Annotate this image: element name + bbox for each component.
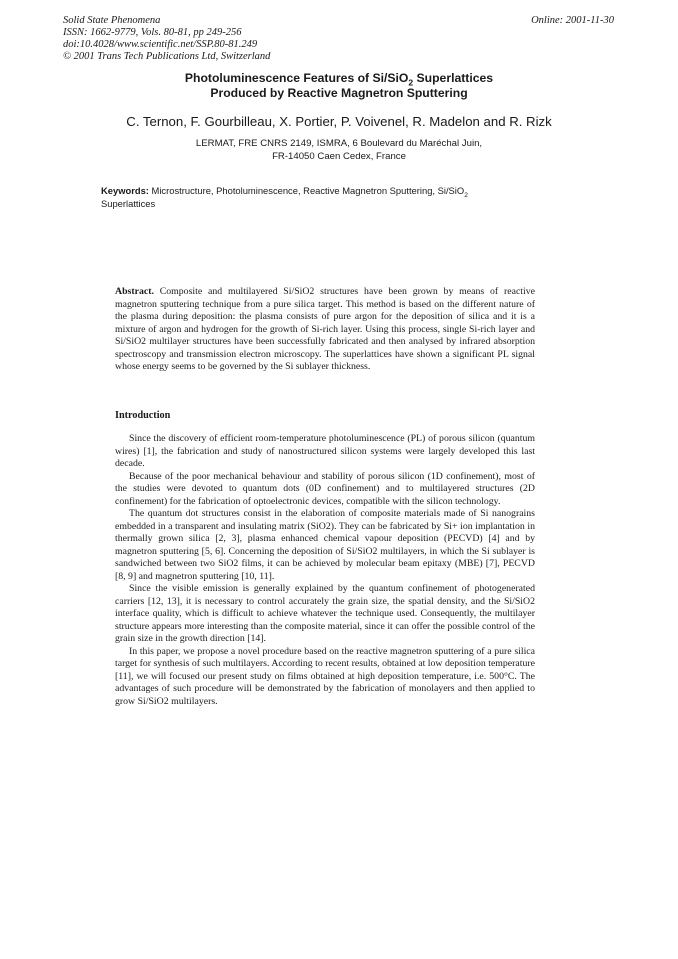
- title-text-end: Superlattices: [413, 71, 494, 85]
- abstract: [115, 286, 535, 374]
- title-line-2: Produced by Reactive Magnetron Sputtering: [210, 86, 468, 100]
- paragraph: Because of the poor mechanical behaviour and stability of porous silicon (1D confinement), most of the studies were devoted to quantum dots (0D confinement) and to multilayered structures (2D confinement) for the fabrication of optoelectronic devices, compatible with the silicon technology.: [115, 470, 535, 507]
- affiliation-line-1: LERMAT, FRE CNRS 2149, ISMRA, 6 Boulevard du Maréchal Juin,: [195, 138, 483, 149]
- keywords-text: Microstructure, Photoluminescence, Reactive Magnetron Sputtering, Si/SiO: [148, 185, 465, 196]
- title-subscript: 2: [408, 77, 414, 88]
- issn-line: ISSN: 1662-9779, Vols. 80-81, pp 249-256: [63, 27, 242, 38]
- affiliation-line-2: FR-14050 Caen Cedex, France: [272, 151, 406, 162]
- abstract-text: Composite and multilayered Si/SiO2 structures have been grown by means of reactive magnetron sputtering technique from a pure silica target. This method is based on the different nature of the plasma during deposition: the plasma consists of pure argon for the deposition of silica and it is a mixture of argon and hydrogen for the growth of Si-rich layer. Using this process, single Si-rich layer and Si/SiO2 multilayer structures have been successfully fabricated and then analysed by infrared absorption spectroscopy and transmission electron microscopy. The superlattices have shown a significant PL signal whose energy seems to be governed by the Si sublayer thickness.: [115, 286, 535, 372]
- keywords-line-2: Superlattices: [101, 198, 156, 209]
- journal-name: Solid State Phenomena: [63, 15, 161, 26]
- title-line-1: [0, 71, 678, 86]
- title-text: Photoluminescence Features of Si/SiO: [184, 71, 409, 85]
- author-list: C. Ternon, F. Gourbilleau, X. Portier, P. Voivenel, R. Madelon and R. Rizk: [126, 114, 552, 129]
- introduction-body: [115, 433, 535, 708]
- paragraph: The quantum dot structures consist in the elaboration of composite materials made of Si nanograins embedded in a transparent and insulating matrix (SiO2). They can be fabricated by Si+ ion implantation in thermally grown silica [2, 3], plasma enhanced chemical vapour deposition (PECVD) [4] and by magnetron sputtering [5, 6]. Concerning the deposition of Si/SiO2 multilayers, in which the Si sublayer is sandwiched between two SiO2 films, it can be achieved by molecular beam epitaxy (MBE) [7], PECVD [8, 9] and magnetron sputtering [10, 11].: [115, 508, 535, 582]
- paragraph: In this paper, we propose a novel procedure based on the reactive magnetron sputtering of a pure silica target for synthesis of such multilayers. According to recent results, obtained at low deposition temperature [11], we will focused our present study on films obtained at high deposition temperature, i.e. 500°C. The advantages of such procedure will be demonstrated by the fabrication of monolayers and then applied to grow Si/SiO2 multilayers.: [115, 645, 535, 707]
- affiliation: [0, 137, 678, 163]
- online-date: Online: 2001-11-30: [531, 15, 614, 26]
- paper-title: [0, 71, 678, 101]
- journal-header: [63, 15, 270, 63]
- keywords-line-1: [101, 184, 531, 197]
- keywords-block: [101, 184, 531, 210]
- keywords-label: Keywords:: [101, 185, 149, 196]
- abstract-label: Abstract.: [115, 286, 154, 297]
- doi-line: doi:10.4028/www.scientific.net/SSP.80-81.249: [63, 39, 258, 50]
- keywords-subscript: 2: [464, 191, 468, 199]
- paragraph: Since the discovery of efficient room-temperature photoluminescence (PL) of porous silicon (quantum wires) [1], the fabrication and study of nanostructured silicon systems were largely developed this last decade.: [115, 433, 535, 469]
- paragraph: Since the visible emission is generally explained by the quantum confinement of photogenerated carriers [12, 13], it is necessary to control accurately the grain size, the spatial density, and the Si/SiO2 interface quality, which is difficult to achieve whatever the technique used. Consequently, the multilayer structure appears more interesting than the composite material, since it can offer the possible control of the grain size in the growth direction [14].: [115, 583, 535, 644]
- copyright-line: © 2001 Trans Tech Publications Ltd, Switzerland: [63, 51, 271, 62]
- section-heading-introduction: Introduction: [115, 410, 171, 421]
